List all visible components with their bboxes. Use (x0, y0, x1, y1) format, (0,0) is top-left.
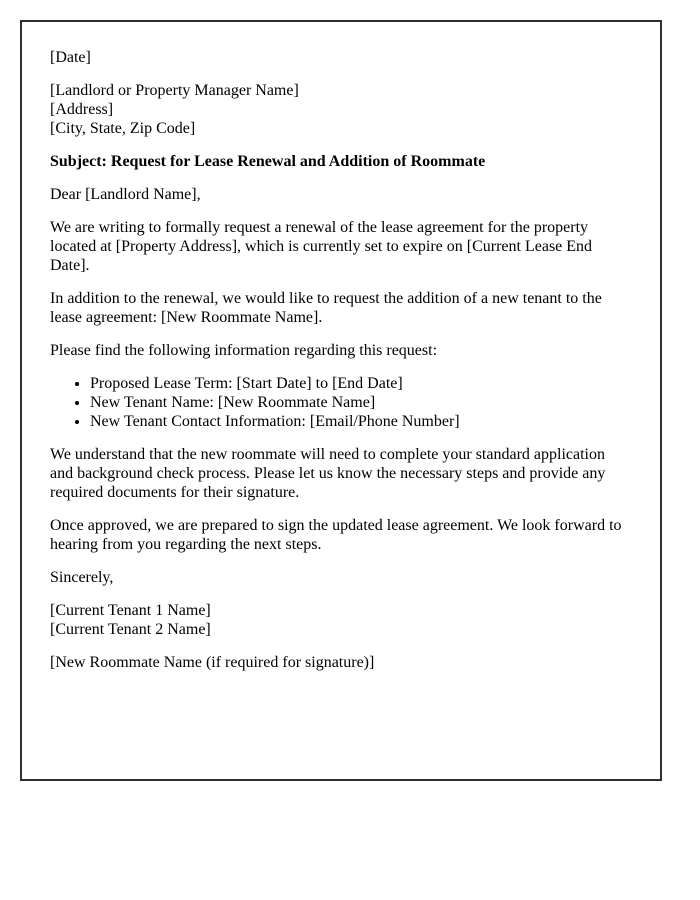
recipient-name: [Landlord or Property Manager Name] (50, 82, 299, 99)
paragraph-info-intro: Please find the following information regarding this request: (50, 342, 438, 359)
recipient-block (50, 81, 632, 138)
recipient-city-state-zip: [City, State, Zip Code] (50, 120, 196, 137)
salutation: Dear [Landlord Name], (50, 186, 201, 203)
signature-tenant-2: [Current Tenant 2 Name] (50, 621, 211, 638)
signature-block (50, 601, 632, 639)
recipient-address: [Address] (50, 101, 114, 118)
letter-document (20, 20, 662, 781)
list-item-lease-term: • Proposed Lease Term: [Start Date] to [End Date] (90, 374, 632, 393)
date-line: [Date] (50, 49, 91, 66)
paragraph-roommate-addition: In addition to the renewal, we would like to request the addition of a new tenant to the lease agreement: [New Roommate Name]. (50, 290, 602, 326)
paragraph-next-steps: Once approved, we are prepared to sign the updated lease agreement. We look forward to hearing from you regarding the next steps. (50, 517, 622, 553)
closing: Sincerely, (50, 569, 114, 586)
paragraph-application-process: We understand that the new roommate will need to complete your standard application and background check process. Please let us know the necessary steps and provide any required documents for their signature. (50, 446, 606, 501)
subject-line: Subject: Request for Lease Renewal and Addition of Roommate (50, 153, 486, 170)
request-details-list (50, 374, 632, 431)
list-item-contact-info: • New Tenant Contact Information: [Email/Phone Number] (90, 412, 632, 431)
paragraph-renewal-request: We are writing to formally request a renewal of the lease agreement for the property located at [Property Address], which is currently set to expire on [Current Lease End Date]. (50, 219, 593, 274)
roommate-signature-line: [New Roommate Name (if required for signature)] (50, 654, 375, 671)
signature-tenant-1: [Current Tenant 1 Name] (50, 602, 211, 619)
list-item-tenant-name: • New Tenant Name: [New Roommate Name] (90, 393, 632, 412)
